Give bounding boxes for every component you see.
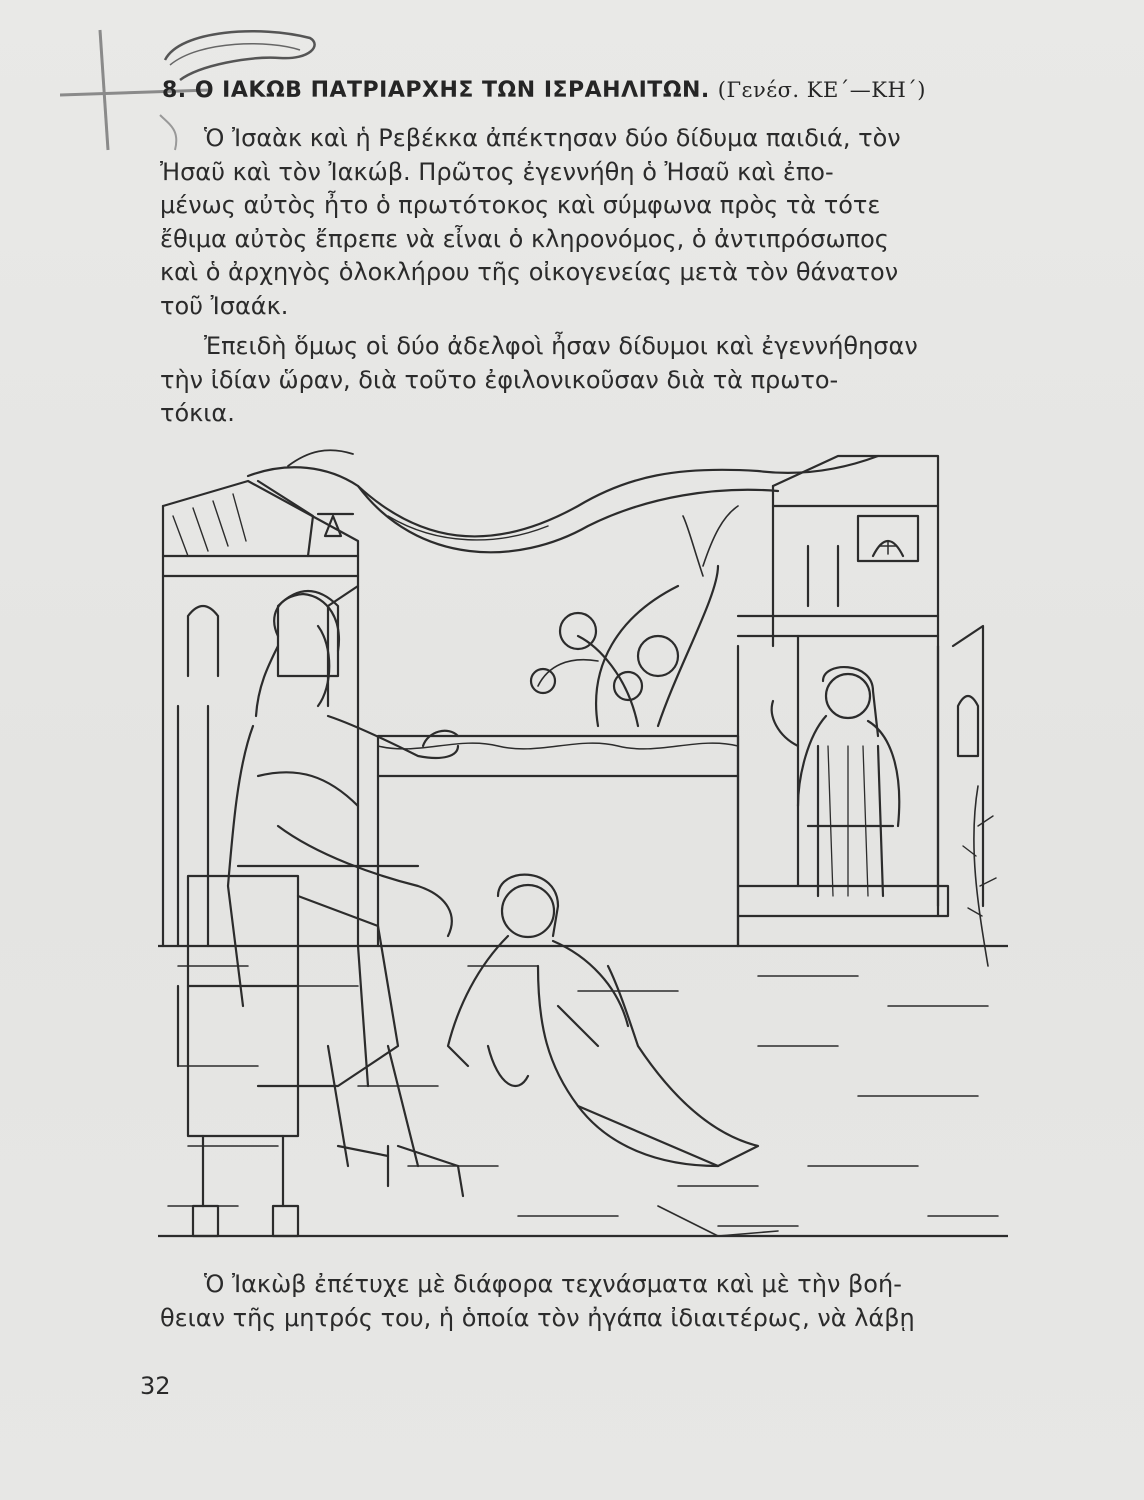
text-line: Ἐπειδὴ ὅμως οἱ δύο ἀδελφοὶ ἦσαν δίδυμοι καὶ ἐγεννήθησαν <box>204 332 918 360</box>
text-line: μένως αὐτὸς ἦτο ὁ πρωτότοκος καὶ σύμφωνα πρὸς τὰ τότε <box>160 191 881 219</box>
text-line: Ἠσαῦ καὶ τὸν Ἰακώβ. Πρῶτος ἐγεννήθη ὁ Ἠσαῦ καὶ ἐπο- <box>160 157 834 186</box>
paragraph-3 <box>160 1268 1006 1335</box>
text-line: καὶ ὁ ἀρχηγὸς ὁλοκλήρου τῆς οἰκογενείας μετὰ τὸν θάνατον <box>160 258 899 286</box>
text-line: Ὁ Ἰακὼβ ἐπέτυχε μὲ διάφορα τεχνάσματα καὶ μὲ τὴν βοή- <box>204 1270 902 1298</box>
chapter-reference: (Γενέσ. ΚΕ΄—ΚΗ΄) <box>717 78 926 102</box>
byzantine-icon-illustration <box>158 446 1008 1250</box>
text-line: Ὁ Ἰσαὰκ καὶ ἡ Ρεβέκκα ἀπέκτησαν δύο δίδυμα παιδιά, τὸν <box>204 124 901 152</box>
chapter-heading <box>162 78 926 114</box>
text-line: τόκια. <box>160 399 235 427</box>
chapter-title: 8. Ο ΙΑΚΩΒ ΠΑΤΡΙΑΡΧΗΣ ΤΩΝ ΙΣΡΑΗΛΙΤΩΝ. <box>162 78 710 103</box>
paragraph-1 <box>160 122 1006 323</box>
text-line: τοῦ Ἰσαάκ. <box>160 291 289 320</box>
text-line: ἔθιμα αὐτὸς ἔπρεπε νὰ εἶναι ὁ κληρονόμος, ὁ ἀντιπρόσωπος <box>160 224 889 253</box>
text-line: τὴν ἰδίαν ὥραν, διὰ τοῦτο ἐφιλονικοῦσαν διὰ τὰ πρωτο- <box>160 365 839 394</box>
page-number: 32 <box>140 1372 171 1400</box>
paragraph-2 <box>160 330 1006 431</box>
text-line: θειαν τῆς μητρός του, ἡ ὁποία τὸν ἠγάπα ἰδιαιτέρως, νὰ λάβῃ <box>160 1303 915 1332</box>
